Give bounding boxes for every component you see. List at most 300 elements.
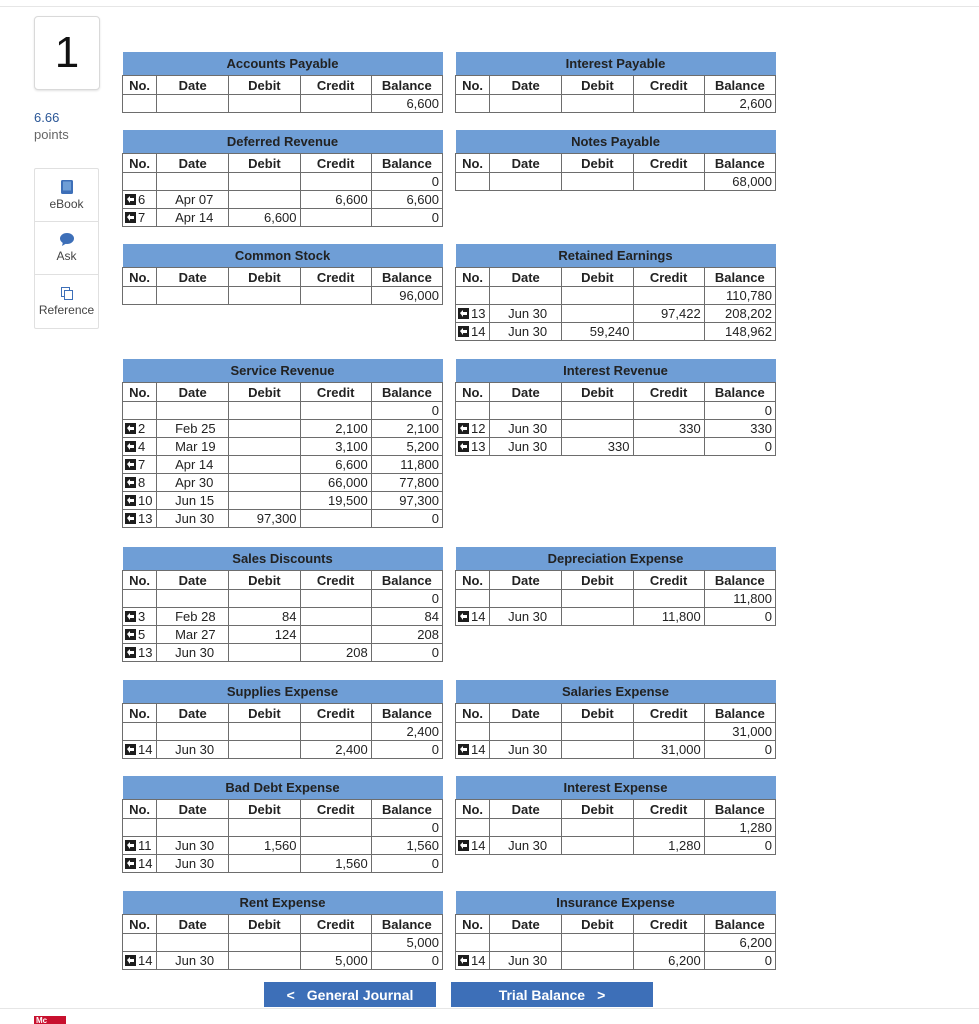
cell-value: 11	[138, 838, 152, 853]
column-header-debit: Debit	[562, 383, 633, 402]
cell-date	[157, 934, 229, 952]
column-header-no: No.	[456, 704, 490, 723]
ledger-row	[123, 420, 443, 438]
ask-label: Ask	[56, 249, 77, 263]
cell-value: 1,560	[406, 838, 439, 853]
cell-debit	[562, 323, 633, 341]
return-arrow-icon[interactable]	[458, 308, 469, 319]
cell-value: 208	[346, 645, 368, 660]
column-header-date: Date	[157, 268, 229, 287]
cell-no	[123, 819, 157, 837]
ledger-row	[123, 173, 443, 191]
cell-value: 0	[764, 838, 772, 853]
cell-credit	[300, 438, 371, 456]
cell-value: 11,800	[400, 457, 439, 472]
cell-credit	[300, 608, 371, 626]
ledger-row	[123, 819, 443, 837]
column-header-no: No.	[456, 800, 490, 819]
column-header-credit: Credit	[300, 571, 371, 590]
cell-debit	[229, 741, 300, 759]
cell-value: Jun 30	[175, 953, 215, 968]
cell-credit	[633, 402, 704, 420]
column-header-credit: Credit	[300, 268, 371, 287]
ledger-row	[456, 420, 776, 438]
top-divider	[0, 6, 979, 7]
column-header-debit: Debit	[562, 571, 633, 590]
return-arrow-icon[interactable]	[458, 744, 469, 755]
cell-credit	[300, 474, 371, 492]
cell-debit	[562, 402, 633, 420]
cell-debit	[229, 492, 300, 510]
cell-value: 77,800	[399, 475, 439, 490]
cell-credit	[300, 510, 371, 528]
cell-no	[123, 95, 157, 113]
cell-date	[490, 438, 562, 456]
column-header-no: No.	[123, 154, 157, 173]
ledger-accounts-payable	[122, 52, 443, 113]
cell-value: Apr 14	[175, 457, 214, 472]
cell-value: 14	[138, 856, 153, 871]
cell-value: 14	[471, 324, 486, 339]
cell-credit	[633, 95, 704, 113]
ledger-interest-expense	[455, 776, 776, 855]
column-header-no: No.	[123, 76, 157, 95]
reference-button[interactable]	[35, 275, 98, 328]
column-header-credit: Credit	[633, 268, 704, 287]
column-header-no: No.	[123, 800, 157, 819]
ledger-row	[123, 723, 443, 741]
ledger-row	[123, 510, 443, 528]
sidebar-tools	[34, 168, 99, 329]
cell-debit	[562, 438, 633, 456]
cell-value: 0	[431, 953, 439, 968]
column-header-balance: Balance	[704, 915, 775, 934]
column-header-credit: Credit	[300, 154, 371, 173]
cell-value: Jun 30	[175, 742, 215, 757]
cell-no	[456, 95, 490, 113]
cell-date	[490, 741, 562, 759]
ledger-row	[456, 438, 776, 456]
cell-no	[123, 644, 157, 662]
cell-value: 1,280	[668, 838, 701, 853]
column-header-credit: Credit	[633, 154, 704, 173]
cell-balance	[704, 438, 775, 456]
cell-value: 6,600	[406, 96, 439, 111]
cell-date	[157, 723, 229, 741]
ledger-depreciation-expense	[455, 547, 776, 626]
ledger-row	[123, 590, 443, 608]
return-arrow-icon[interactable]	[125, 423, 136, 434]
column-header-credit: Credit	[300, 383, 371, 402]
return-arrow-icon[interactable]	[125, 513, 136, 524]
cell-value: 4	[138, 439, 146, 454]
cell-balance	[371, 492, 442, 510]
cell-value: 0	[431, 591, 439, 606]
cell-date	[157, 510, 229, 528]
column-header-balance: Balance	[371, 76, 442, 95]
column-header-balance: Balance	[371, 704, 442, 723]
chevron-left-icon: <	[286, 986, 295, 1003]
return-arrow-icon[interactable]	[125, 858, 136, 869]
cell-value: 6,600	[263, 210, 297, 225]
cell-credit	[300, 855, 371, 873]
cell-value: 148,962	[725, 324, 772, 339]
cell-balance	[371, 456, 442, 474]
cell-balance	[371, 474, 442, 492]
cell-value: Jun 30	[508, 421, 548, 436]
trial-balance-button[interactable]	[451, 982, 653, 1007]
cell-value: Mar 19	[175, 439, 216, 454]
cell-no	[456, 741, 490, 759]
cell-debit	[229, 456, 300, 474]
cell-no	[123, 474, 157, 492]
cell-date	[490, 305, 562, 323]
cell-value: 10	[138, 493, 153, 508]
cell-value: 0	[764, 439, 772, 454]
column-header-date: Date	[490, 268, 562, 287]
return-arrow-icon[interactable]	[125, 212, 136, 223]
cell-credit	[300, 173, 371, 191]
column-header-debit: Debit	[229, 800, 300, 819]
return-arrow-icon[interactable]	[458, 326, 469, 337]
cell-debit	[229, 287, 300, 305]
cell-value: 97,300	[399, 493, 439, 508]
return-arrow-icon[interactable]	[125, 840, 136, 851]
column-header-balance: Balance	[704, 383, 775, 402]
cell-date	[490, 608, 562, 626]
column-header-no: No.	[456, 268, 490, 287]
cell-no	[123, 456, 157, 474]
column-header-no: No.	[123, 268, 157, 287]
cell-debit	[562, 837, 633, 855]
cell-no	[123, 608, 157, 626]
cell-date	[490, 837, 562, 855]
cell-no	[456, 590, 490, 608]
cell-value: 14	[138, 742, 153, 757]
cell-no	[123, 741, 157, 759]
cell-balance	[371, 952, 442, 970]
ledger-row	[123, 855, 443, 873]
cell-debit	[562, 934, 633, 952]
cell-debit	[229, 855, 300, 873]
cell-value: 330	[750, 421, 772, 436]
ledger-title: Supplies Expense	[123, 680, 443, 704]
cell-balance	[371, 438, 442, 456]
cell-date	[157, 438, 229, 456]
cell-credit	[300, 723, 371, 741]
cell-debit	[562, 420, 633, 438]
cell-credit	[300, 741, 371, 759]
cell-value: 14	[471, 953, 486, 968]
trial-balance-label: Trial Balance	[498, 986, 586, 1003]
cell-value: 6,200	[739, 935, 772, 950]
column-header-no: No.	[456, 915, 490, 934]
cell-value: 68,000	[732, 174, 772, 189]
column-header-no: No.	[456, 571, 490, 590]
cell-value: 1,280	[739, 820, 772, 835]
cell-balance	[704, 837, 775, 855]
points-label: points	[34, 127, 69, 142]
cell-value: 0	[431, 174, 439, 189]
return-arrow-icon[interactable]	[125, 611, 136, 622]
general-journal-button[interactable]	[264, 982, 436, 1007]
column-header-debit: Debit	[562, 76, 633, 95]
cell-date	[490, 934, 562, 952]
cell-date	[157, 626, 229, 644]
cell-value: 31,000	[732, 724, 772, 739]
ledger-row	[456, 323, 776, 341]
cell-date	[157, 837, 229, 855]
cell-balance	[704, 420, 775, 438]
cell-no	[123, 934, 157, 952]
column-header-no: No.	[123, 704, 157, 723]
cell-balance	[704, 305, 775, 323]
column-header-date: Date	[157, 704, 229, 723]
cell-balance	[704, 934, 775, 952]
cell-no	[456, 287, 490, 305]
cell-no	[123, 173, 157, 191]
ledger-row	[456, 741, 776, 759]
ledger-title: Retained Earnings	[456, 244, 776, 268]
ledger-deferred-revenue	[122, 130, 443, 227]
cell-no	[456, 608, 490, 626]
cell-date	[157, 644, 229, 662]
cell-debit	[562, 305, 633, 323]
cell-debit	[229, 837, 300, 855]
cell-no	[123, 590, 157, 608]
cell-value: 59,240	[589, 324, 630, 339]
return-arrow-icon[interactable]	[458, 955, 469, 966]
column-header-debit: Debit	[562, 704, 633, 723]
cell-balance	[704, 952, 775, 970]
cell-balance	[704, 173, 775, 191]
cell-credit	[300, 626, 371, 644]
column-header-date: Date	[490, 704, 562, 723]
cell-debit	[229, 95, 300, 113]
cell-date	[157, 474, 229, 492]
ledger-title: Interest Revenue	[456, 359, 776, 383]
cell-no	[123, 420, 157, 438]
cell-balance	[371, 608, 442, 626]
reference-label: Reference	[38, 302, 95, 317]
cell-value: 6,600	[335, 457, 368, 472]
cell-value: Mar 27	[175, 627, 216, 642]
column-header-date: Date	[157, 571, 229, 590]
bottom-divider	[0, 1008, 979, 1009]
cell-debit	[229, 590, 300, 608]
cell-no	[123, 837, 157, 855]
cell-value: 5,000	[335, 953, 368, 968]
cell-value: 2,600	[739, 96, 772, 111]
cell-date	[490, 323, 562, 341]
cell-no	[456, 402, 490, 420]
return-arrow-icon[interactable]	[458, 423, 469, 434]
return-arrow-icon[interactable]	[458, 611, 469, 622]
cell-value: Jun 30	[175, 856, 215, 871]
ledger-row	[123, 474, 443, 492]
ledger-title: Deferred Revenue	[123, 130, 443, 154]
cell-credit	[300, 590, 371, 608]
cell-value: Jun 30	[508, 742, 548, 757]
cell-balance	[704, 402, 775, 420]
chat-bubble-icon	[60, 233, 74, 246]
ledger-title: Common Stock	[123, 244, 443, 268]
ebook-button[interactable]	[35, 169, 98, 222]
cell-date	[157, 819, 229, 837]
cell-no	[456, 173, 490, 191]
cell-value: Apr 07	[175, 192, 214, 207]
cell-credit	[633, 323, 704, 341]
cell-value: Jun 30	[175, 838, 215, 853]
cell-credit	[633, 741, 704, 759]
return-arrow-icon[interactable]	[125, 194, 136, 205]
ledger-row	[123, 95, 443, 113]
cell-value: Apr 30	[175, 475, 214, 490]
cell-debit	[229, 420, 300, 438]
ledger-row	[456, 305, 776, 323]
cell-no	[123, 952, 157, 970]
ledger-row	[123, 456, 443, 474]
column-header-date: Date	[157, 383, 229, 402]
ledger-row	[456, 590, 776, 608]
general-journal-label: General Journal	[306, 986, 414, 1003]
cell-value: 0	[431, 645, 439, 660]
ledger-title: Depreciation Expense	[456, 547, 776, 571]
cell-balance	[371, 590, 442, 608]
column-header-debit: Debit	[562, 154, 633, 173]
ledger-row	[123, 626, 443, 644]
cell-balance	[371, 510, 442, 528]
cell-balance	[371, 191, 442, 209]
ledger-retained-earnings	[455, 244, 776, 341]
cell-balance	[371, 402, 442, 420]
ledger-title: Interest Payable	[456, 52, 776, 76]
cell-value: Jun 30	[175, 511, 215, 526]
cell-debit	[229, 209, 300, 227]
column-header-balance: Balance	[371, 154, 442, 173]
cell-debit	[562, 608, 633, 626]
cell-date	[490, 287, 562, 305]
ledger-title: Sales Discounts	[123, 547, 443, 571]
return-arrow-icon[interactable]	[125, 495, 136, 506]
cell-credit	[300, 456, 371, 474]
ledger-salaries-expense	[455, 680, 776, 759]
ledger-service-revenue	[122, 359, 443, 528]
cell-credit	[633, 819, 704, 837]
column-header-date: Date	[490, 154, 562, 173]
return-arrow-icon[interactable]	[125, 744, 136, 755]
cell-credit	[300, 952, 371, 970]
return-arrow-icon[interactable]	[125, 647, 136, 658]
ledger-sales-discounts	[122, 547, 443, 662]
return-arrow-icon[interactable]	[125, 477, 136, 488]
chevron-right-icon: >	[597, 986, 606, 1003]
ledger-row	[123, 644, 443, 662]
cell-no	[456, 934, 490, 952]
cell-date	[157, 173, 229, 191]
return-arrow-icon[interactable]	[125, 459, 136, 470]
cell-value: 13	[138, 645, 153, 660]
cell-credit	[633, 590, 704, 608]
points-value: 6.66	[34, 110, 60, 125]
return-arrow-icon[interactable]	[125, 441, 136, 452]
cell-balance	[704, 95, 775, 113]
cell-debit	[562, 590, 633, 608]
column-header-balance: Balance	[704, 571, 775, 590]
ledger-bad-debt-expense	[122, 776, 443, 873]
ledger-row	[456, 173, 776, 191]
cell-date	[490, 402, 562, 420]
cell-balance	[371, 819, 442, 837]
column-header-no: No.	[123, 571, 157, 590]
return-arrow-icon[interactable]	[458, 441, 469, 452]
ask-button[interactable]	[35, 222, 98, 275]
cell-value: 6	[138, 192, 146, 207]
cell-value: 2,100	[335, 421, 368, 436]
ledger-interest-payable	[455, 52, 776, 113]
ledger-row	[123, 402, 443, 420]
ledger-row	[123, 952, 443, 970]
ledger-title: Salaries Expense	[456, 680, 776, 704]
cell-value: 6,600	[406, 192, 439, 207]
return-arrow-icon[interactable]	[125, 955, 136, 966]
column-header-balance: Balance	[371, 268, 442, 287]
column-header-credit: Credit	[633, 76, 704, 95]
cell-value: 97,422	[660, 306, 701, 321]
cell-value: 0	[431, 403, 439, 418]
cell-credit	[300, 191, 371, 209]
column-header-date: Date	[490, 915, 562, 934]
cell-credit	[300, 420, 371, 438]
cell-no	[123, 209, 157, 227]
cell-date	[157, 590, 229, 608]
cell-value: 5	[138, 627, 146, 642]
cell-value: 12	[471, 421, 486, 436]
ledger-row	[456, 837, 776, 855]
column-header-debit: Debit	[229, 76, 300, 95]
column-header-balance: Balance	[371, 383, 442, 402]
cell-credit	[300, 934, 371, 952]
return-arrow-icon[interactable]	[125, 629, 136, 640]
column-header-date: Date	[157, 915, 229, 934]
cell-date	[157, 456, 229, 474]
cell-value: 13	[138, 511, 153, 526]
cell-value: 7	[138, 457, 146, 472]
cell-value: 11,800	[661, 609, 701, 624]
return-arrow-icon[interactable]	[458, 840, 469, 851]
cell-debit	[229, 510, 300, 528]
column-header-balance: Balance	[704, 800, 775, 819]
cell-value: Jun 30	[508, 953, 548, 968]
column-header-credit: Credit	[633, 800, 704, 819]
cell-no	[456, 819, 490, 837]
cell-value: 96,000	[399, 288, 439, 303]
cell-no	[123, 191, 157, 209]
column-header-balance: Balance	[371, 915, 442, 934]
cell-balance	[371, 626, 442, 644]
ledger-title: Interest Expense	[456, 776, 776, 800]
cell-credit	[300, 644, 371, 662]
cell-value: 5,200	[406, 439, 439, 454]
cell-value: 84	[282, 609, 297, 624]
cell-debit	[229, 819, 300, 837]
cell-date	[157, 95, 229, 113]
column-header-debit: Debit	[229, 571, 300, 590]
column-header-debit: Debit	[229, 383, 300, 402]
cell-no	[456, 723, 490, 741]
cell-date	[490, 420, 562, 438]
cell-credit	[300, 819, 371, 837]
